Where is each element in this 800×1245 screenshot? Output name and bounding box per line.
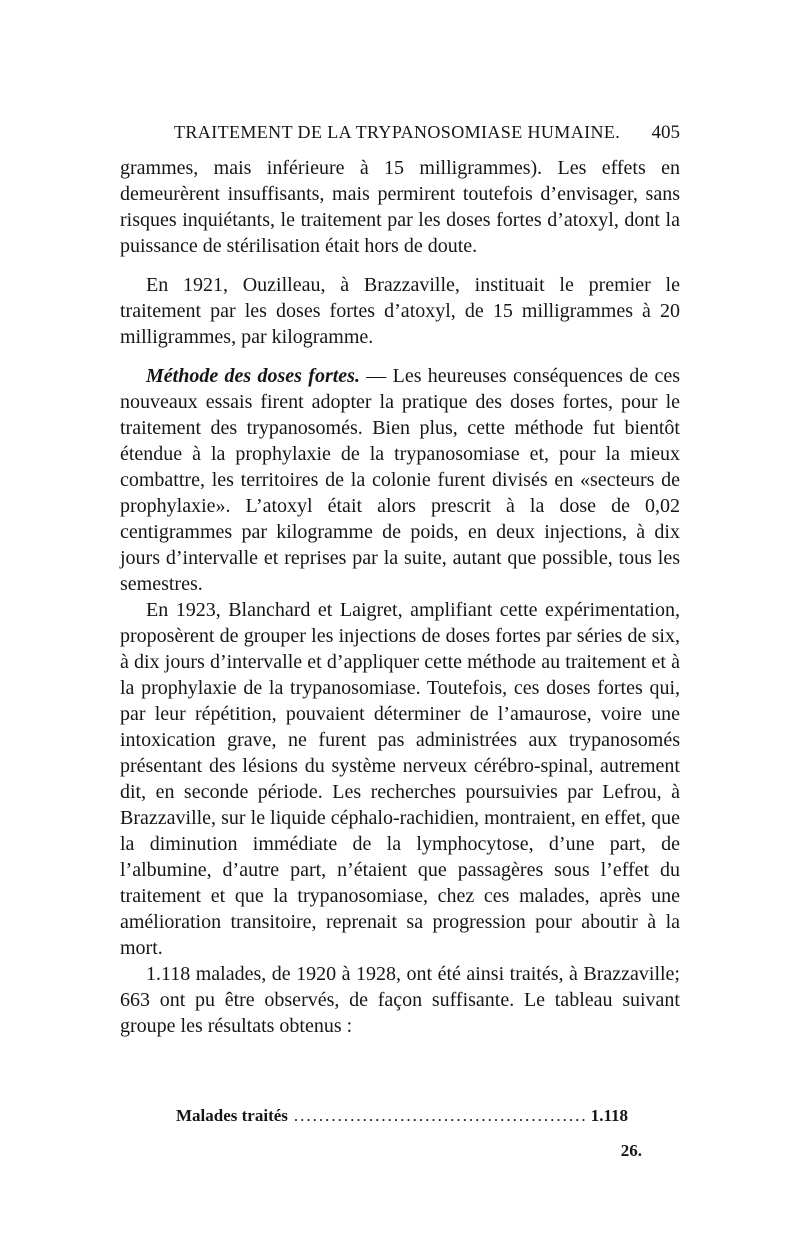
summary-line <box>176 1106 628 1126</box>
summary-value: 1.118 <box>590 1106 628 1125</box>
paragraph-continuation: grammes, mais inférieure à 15 milligrammes). Les effets en demeurèrent insuffisants, mais permirent toutefois d’envisager, sans risques inquiétants, le traitement par les doses fortes d’atoxyl, dont la puissance de stérilisation était hors de doute. <box>120 157 680 257</box>
section-heading: Méthode des doses fortes. <box>146 365 360 387</box>
paragraph-gap <box>120 350 680 363</box>
body-text <box>120 155 680 1039</box>
page-number: 405 <box>651 122 680 143</box>
paragraph-results: 1.118 malades, de 1920 à 1928, ont été ainsi traités, à Brazzaville; 663 ont pu être observés, de façon suffisante. Le tableau suivant groupe les résultats obtenus : <box>120 963 680 1037</box>
running-title: TRAITEMENT DE LA TRYPANOSOMIASE HUMAINE. <box>174 122 621 142</box>
paragraph-ouzilleau: En 1921, Ouzilleau, à Brazzaville, instituait le premier le traitement par les doses fortes d’atoxyl, de 15 milligrammes à 20 milligrammes, par kilogramme. <box>120 274 680 348</box>
running-head <box>120 118 680 148</box>
paragraph-methode <box>120 363 680 597</box>
summary-label: Malades traités <box>176 1106 288 1125</box>
paragraph-gap <box>120 259 680 272</box>
dot-leader <box>294 1106 585 1126</box>
signature-mark: 26. <box>620 1141 642 1160</box>
paragraph-methode-text: — Les heureuses conséquences de ces nouveaux essais firent adopter la pratique des doses fortes, pour le traitement des trypanosomés. Bien plus, cette méthode fut bientôt étendue à la prophylaxie de la trypanosomiase et, pour la mieux combattre, les territoires de la colonie furent divisés en «secteurs de prophylaxie». L’atoxyl était alors prescrit à la dose de 0,02 centigrammes par kilogramme de poids, en deux injections, à dix jours d’intervalle et reprises par la suite, autant que possible, tous les semestres. <box>120 365 680 595</box>
paragraph-blanchard-laigret: En 1923, Blanchard et Laigret, amplifiant cette expérimentation, proposèrent de grouper les injections de doses fortes par séries de six, à dix jours d’intervalle et d’appliquer cette méthode au traitement et à la prophylaxie de la trypanosomiase. Toutefois, ces doses fortes qui, par leur répétition, pouvaient déterminer de l’amaurose, voire une intoxication grave, ne furent pas administrées aux trypanosomés présentant des lésions du système nerveux cérébro-spinal, autrement dit, en seconde période. Les recherches poursuivies par Lefrou, à Brazzaville, sur le liquide céphalo-rachidien, montraient, en effet, que la diminution immédiate de la lymphocytose, d’une part, de l’albumine, d’autre part, n’étaient que passagères sous l’effet du traitement et que la trypanosomiase, chez ces malades, après une amélioration transitoire, reprenait sa progression pour aboutir à la mort. <box>120 599 680 959</box>
